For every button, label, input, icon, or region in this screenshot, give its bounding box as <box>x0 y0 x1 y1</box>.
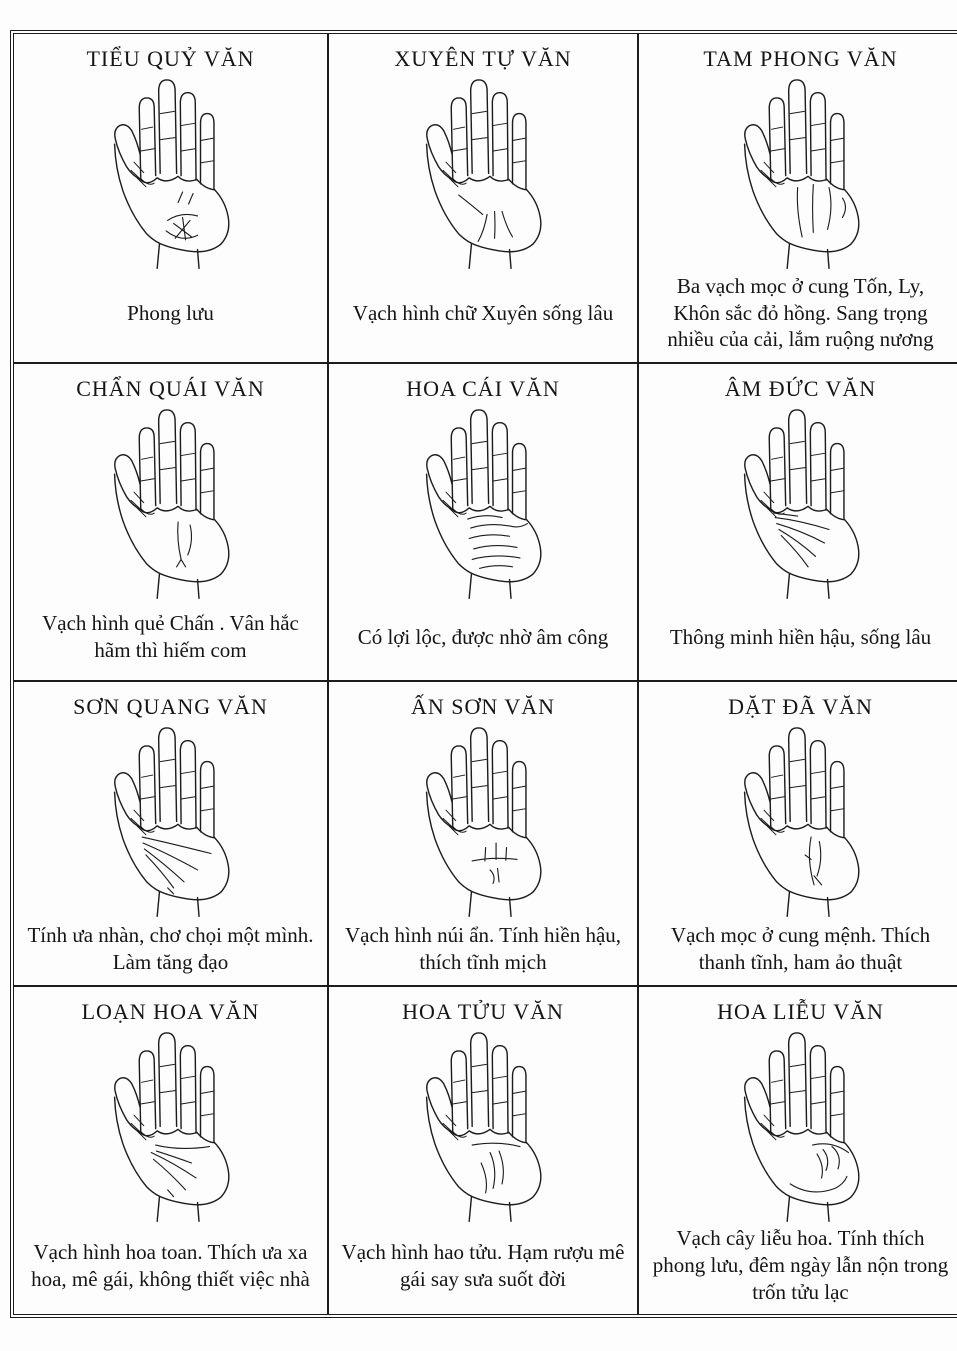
palm-pattern-cell <box>14 364 329 682</box>
palm-pattern-cell <box>639 34 957 364</box>
hand-diagram <box>399 404 567 602</box>
pattern-title: LOẠN HOA VĂN <box>81 999 260 1024</box>
palm-pattern-cell <box>14 987 329 1314</box>
pattern-title: HOA LIỄU VĂN <box>717 999 884 1024</box>
palm-pattern-cell <box>14 682 329 987</box>
hand-diagram <box>399 74 567 272</box>
pattern-description: Tính ưa nhàn, chơ chọi một mình. Làm tăng đạo <box>27 922 314 974</box>
palm-pattern-cell <box>329 364 639 682</box>
palm-pattern-cell <box>639 364 957 682</box>
palm-pattern-cell <box>329 987 639 1314</box>
palm-pattern-cell <box>639 682 957 987</box>
pattern-description: Vạch mọc ở cung mệnh. Thích thanh tĩnh, ham ảo thuật <box>670 922 931 974</box>
pattern-description: Vạch hình quẻ Chấn . Vân hắc hãm thì hiếm com <box>42 611 299 662</box>
palm-pattern-cell <box>639 987 957 1314</box>
hand-diagram <box>717 404 885 602</box>
hand-diagram <box>87 74 255 272</box>
palm-pattern-cell <box>329 34 639 364</box>
pattern-title: TAM PHONG VĂN <box>703 46 898 71</box>
palm-pattern-cell <box>14 34 329 364</box>
pattern-description: Vạch hình hoa toan. Thích ưa xa hoa, mê gái, không thiết việc nhà <box>31 1239 310 1291</box>
hand-diagram <box>399 1027 567 1225</box>
hand-diagram <box>399 722 567 920</box>
pattern-description: Vạch cây liễu hoa. Tính thích phong lưu, đêm ngày lẫn nộn trong trốn tửu lạc <box>652 1226 949 1304</box>
hand-diagram <box>87 404 255 602</box>
pattern-title: ẤN SƠN VĂN <box>410 694 556 719</box>
pattern-description: Có lợi lộc, được nhờ âm công <box>357 624 609 649</box>
hand-diagram <box>717 722 885 920</box>
pattern-description: Ba vạch mọc ở cung Tốn, Ly, Khôn sắc đỏ hồng. Sang trọng nhiều của cải, lắm ruộng nương <box>667 273 934 352</box>
pattern-description: Thông minh hiền hậu, sống lâu <box>669 624 932 649</box>
palm-pattern-table <box>10 30 957 1318</box>
pattern-description: Vạch hình chữ Xuyên sống lâu <box>352 300 614 325</box>
pattern-title: XUYÊN TỰ VĂN <box>394 46 572 71</box>
hand-diagram <box>87 722 255 920</box>
pattern-description: Vạch hình hao tửu. Hạm rượu mê gái say sưa suốt đời <box>341 1239 625 1291</box>
hand-diagram <box>717 1027 885 1225</box>
hand-diagram <box>87 1027 255 1225</box>
pattern-title: DẶT ĐÃ VĂN <box>728 694 873 719</box>
pattern-title: ÂM ĐỨC VĂN <box>724 376 877 401</box>
pattern-title: CHẨN QUÁI VĂN <box>76 376 265 401</box>
pattern-description: Vạch hình núi ẩn. Tính hiền hậu, thích tĩnh mịch <box>344 922 622 974</box>
pattern-title: HOA TỬU VĂN <box>402 999 564 1024</box>
pattern-description: Phong lưu <box>127 300 214 325</box>
hand-diagram <box>717 74 885 272</box>
pattern-title: SƠN QUANG VĂN <box>73 694 268 719</box>
pattern-title: HOA CÁI VĂN <box>406 376 560 401</box>
pattern-title: TIỂU QUỶ VĂN <box>86 46 255 71</box>
palm-pattern-cell <box>329 682 639 987</box>
